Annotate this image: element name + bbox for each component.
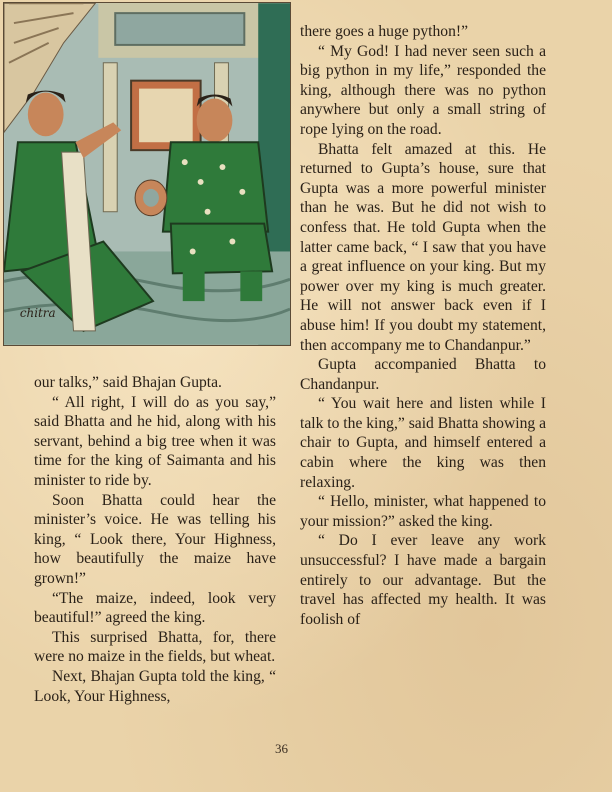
paragraph: “ Do I ever leave any work unsuccessful? I have made a bargain entirely to our advantage. But the travel has affected my health. It was foolish of xyxy=(300,532,546,628)
story-illustration xyxy=(3,2,291,346)
artist-signature: chitra xyxy=(19,306,56,320)
paragraph: Next, Bhajan Gupta told the king, “ Look, Your Highness, xyxy=(34,667,276,705)
paragraph: “The maize, indeed, look very beautiful!” agreed the king. xyxy=(34,589,276,627)
ceiling-recess xyxy=(115,13,244,45)
page-number: 36 xyxy=(275,741,288,756)
paragraph: This surprised Bhatta, for, there were no maize in the fields, but wheat. xyxy=(34,628,276,666)
left-text-column xyxy=(34,373,276,706)
paragraph: Bhatta felt amazed at this. He returned to Gupta’s house, sure that Gupta was a more powerful minister than he was. But he did not wish to confess that. He told Gupta when the latter came back, “ I saw that you have a great influence on your king. But my power over my king is much greater. He will not answer back even if I abuse him! If you doubt my statement, then accompany me to Chandanpur.” xyxy=(300,140,546,354)
paragraph: “ Hello, minister, what happened to your mission?” asked the king. xyxy=(300,493,546,530)
palace-scene-illustration xyxy=(4,3,290,345)
paragraph: “ My God! I had never seen such a big python in my life,” responded the king, although there was no python anywhere but only a small string of rope lying on the road. xyxy=(300,42,546,138)
paragraph: Soon Bhatta could hear the minister’s voice. He was telling his king, “ Look there, Your Highness, how beautifully the maize have grown!” xyxy=(34,491,276,587)
paragraph: our talks,” said Bhajan Gupta. xyxy=(34,374,222,391)
paragraph: “ All right, I will do as you say,” said Bhatta and he hid, along with his servant, behind a big tree when it was time for the king of Saimanta and his minister to ride by. xyxy=(34,393,276,489)
window-pane xyxy=(139,89,193,143)
paragraph: Gupta accompanied Bhatta to Chandanpur. xyxy=(300,356,546,393)
right-text-column xyxy=(300,22,546,629)
paragraph: there goes a huge python!” xyxy=(300,23,469,40)
paragraph: “ You wait here and listen while I talk to the king,” said Bhatta showing a chair to Gupta, and himself entered a cabin where the king was then relaxing. xyxy=(300,395,546,491)
